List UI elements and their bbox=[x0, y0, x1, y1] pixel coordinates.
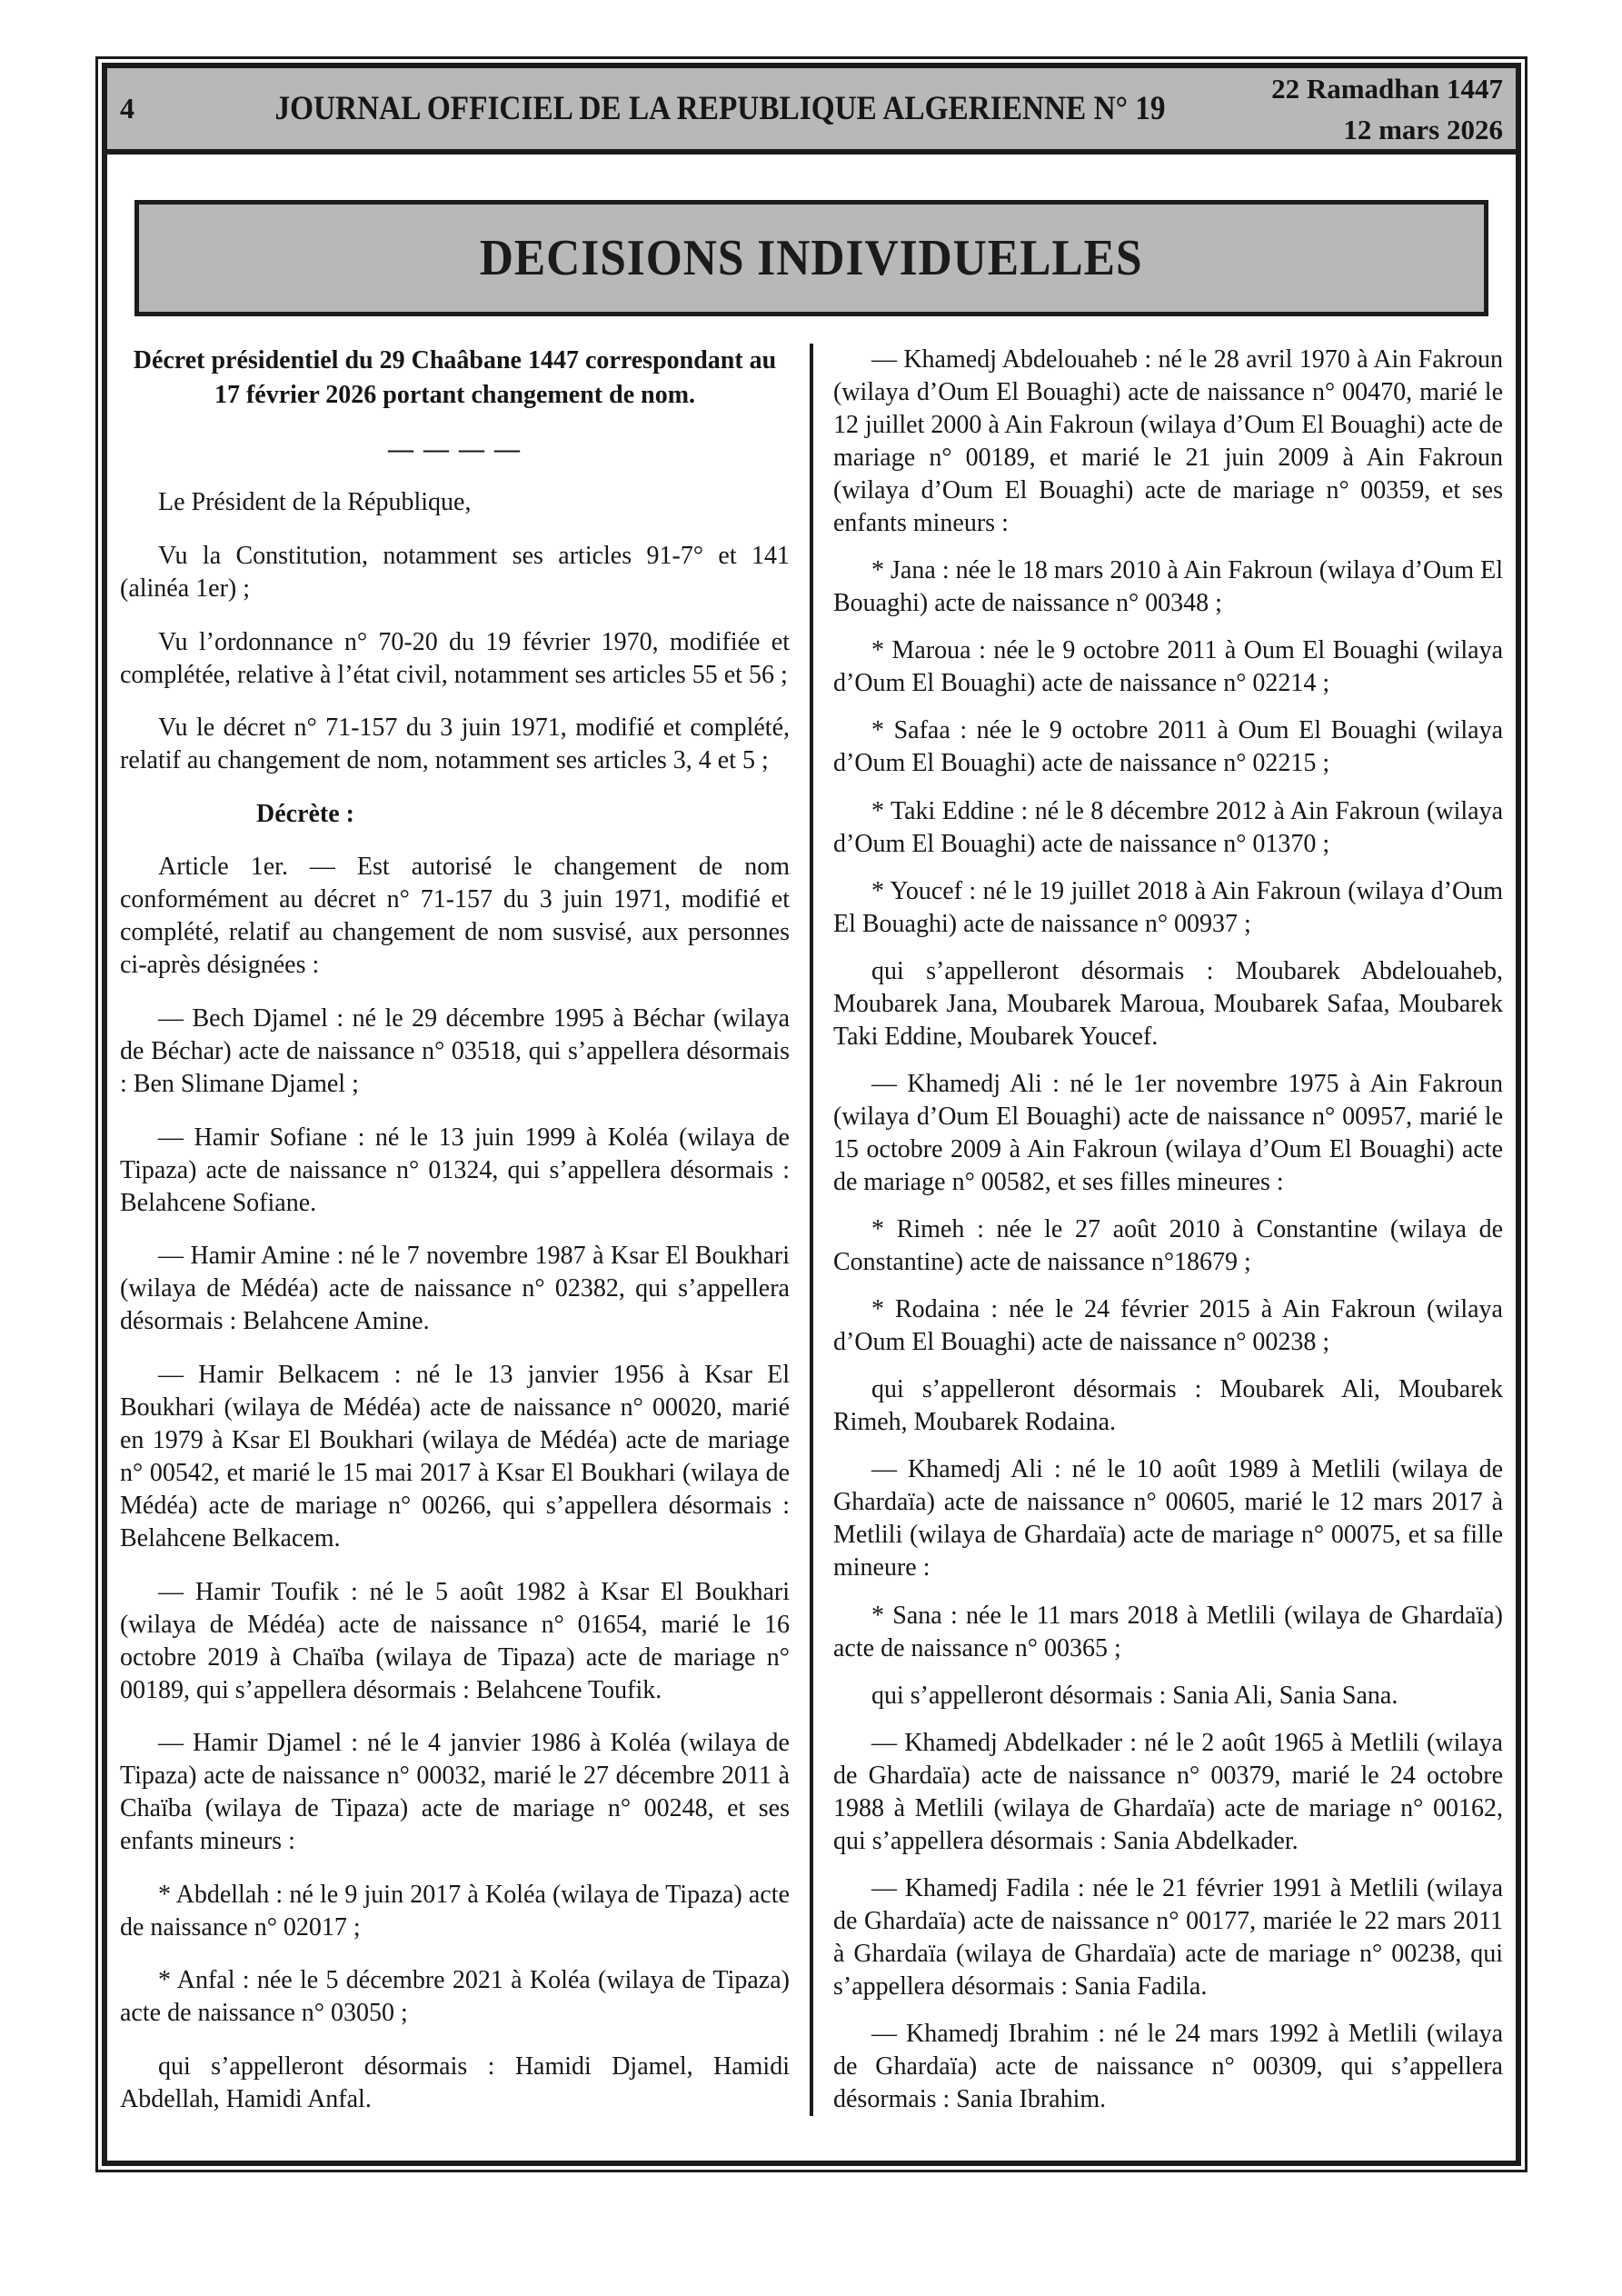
paragraph: * Abdellah : né le 9 juin 2017 à Koléa (wilaya de Tipaza) acte de naissance n° 02017 ; bbox=[120, 1880, 790, 1942]
paragraph: * Anfal : née le 5 décembre 2021 à Koléa (wilaya de Tipaza) acte de naissance n° 03050 ; bbox=[120, 1966, 790, 2028]
page-frame-inner bbox=[102, 63, 1521, 2166]
section-banner-title: DECISIONS INDIVIDUELLES bbox=[480, 230, 1143, 286]
paragraph: * Maroua : née le 9 octobre 2011 à Oum El Bouaghi (wilaya d’Oum El Bouaghi) acte de naissance n° 02214 ; bbox=[833, 636, 1503, 698]
decrete-label: Décrète : bbox=[256, 799, 355, 828]
journal-title: JOURNAL OFFICIEL DE LA REPUBLIQUE ALGERIENNE N° 19 bbox=[274, 90, 1167, 127]
paragraph: qui s’appelleront désormais : Moubarek Ali, Moubarek Rimeh, Moubarek Rodaina. bbox=[833, 1375, 1503, 1437]
paragraph: * Youcef : né le 19 juillet 2018 à Ain Fakroun (wilaya d’Oum El Bouaghi) acte de naissance n° 00937 ; bbox=[833, 876, 1503, 938]
paragraph: Vu l’ordonnance n° 70-20 du 19 février 1970, modifiée et complétée, relative à l’état civil, notamment ses articles 55 et 56 ; bbox=[120, 627, 790, 689]
column-divider bbox=[810, 344, 813, 2116]
date-hijri: 22 Ramadhan 1447 bbox=[1271, 72, 1503, 105]
page-frame bbox=[95, 56, 1527, 2172]
right-column bbox=[833, 344, 1503, 2116]
page-number: 4 bbox=[120, 92, 134, 125]
left-column bbox=[120, 344, 790, 2116]
header-dates bbox=[1249, 68, 1503, 150]
paragraph: — Khamedj Abdelkader : né le 2 août 1965 à Metlili (wilaya de Ghardaïa) acte de naissance n° 00379, marié le 24 octobre 1988 à Metlili (wilaya de Ghardaïa) acte de mariage n° 00162, qui s’appellera désormais : Sania Abdelkader. bbox=[833, 1728, 1503, 1855]
content-columns bbox=[120, 344, 1503, 2116]
separator-dashes: — — — — bbox=[388, 434, 522, 464]
page-header bbox=[107, 68, 1516, 155]
paragraph: Vu la Constitution, notamment ses articles 91-7° et 141 (alinéa 1er) ; bbox=[120, 541, 790, 603]
paragraph: — Bech Djamel : né le 29 décembre 1995 à Béchar (wilaya de Béchar) acte de naissance n° 03518, qui s’appellera désormais : Ben Slimane Djamel ; bbox=[120, 1004, 790, 1098]
paragraph: * Sana : née le 11 mars 2018 à Metlili (wilaya de Ghardaïa) acte de naissance n° 00365 ; bbox=[833, 1601, 1503, 1662]
paragraph: — Khamedj Fadila : née le 21 février 1991 à Metlili (wilaya de Ghardaïa) acte de naissance n° 00177, mariée le 22 mars 2011 à Ghardaïa (wilaya de Ghardaïa) acte de mariage n° 00238, qui s’appellera désormais : Sania Fadila. bbox=[833, 1873, 1503, 2001]
paragraph: Le Président de la République, bbox=[158, 488, 472, 517]
paragraph: * Rodaina : née le 24 février 2015 à Ain Fakroun (wilaya d’Oum El Bouaghi) acte de naissance n° 00238 ; bbox=[833, 1295, 1503, 1357]
paragraph: qui s’appelleront désormais : Sania Ali, Sania Sana. bbox=[871, 1681, 1398, 1710]
journal-title-wrap bbox=[193, 89, 1249, 128]
paragraph: * Rimeh : née le 27 août 2010 à Constantine (wilaya de Constantine) acte de naissance n°18679 ; bbox=[833, 1215, 1503, 1276]
paragraph: * Jana : née le 18 mars 2010 à Ain Fakroun (wilaya d’Oum El Bouaghi) acte de naissance n° 00348 ; bbox=[833, 556, 1503, 618]
paragraph: — Hamir Belkacem : né le 13 janvier 1956 à Ksar El Boukhari (wilaya de Médéa) acte de naissance n° 00020, marié en 1979 à Ksar El Boukhari (wilaya de Médéa) acte de mariage n° 00542, et marié le 15 mai 2017 à Ksar El Boukhari (wilaya de Médéa) acte de mariage n° 00266, qui s’appellera désormais : Belahcene Belkacem. bbox=[120, 1360, 790, 1552]
paragraph: qui s’appelleront désormais : Hamidi Djamel, Hamidi Abdellah, Hamidi Anfal. bbox=[120, 2052, 790, 2113]
paragraph: — Hamir Djamel : né le 4 janvier 1986 à Koléa (wilaya de Tipaza) acte de naissance n° 00032, marié le 27 décembre 2011 à Chaïba (wilaya de Tipaza) acte de mariage n° 00248, et ses enfants mineurs : bbox=[120, 1729, 790, 1856]
paragraph: Article 1er. — Est autorisé le changement de nom conformément au décret n° 71-157 du 3 juin 1971, modifié et complété, relatif au changement de nom susvisé, aux personnes ci-après désignées : bbox=[120, 853, 790, 980]
paragraph: * Taki Eddine : né le 8 décembre 2012 à Ain Fakroun (wilaya d’Oum El Bouaghi) acte de naissance n° 01370 ; bbox=[833, 796, 1503, 858]
paragraph: — Khamedj Ali : né le 1er novembre 1975 à Ain Fakroun (wilaya d’Oum El Bouaghi) acte de naissance n° 00957, marié le 15 octobre 2009 à Ain Fakroun (wilaya d’Oum El Bouaghi) acte de mariage n° 00582, et ses filles mineures : bbox=[833, 1069, 1503, 1196]
paragraph: — Khamedj Ibrahim : né le 24 mars 1992 à Metlili (wilaya de Ghardaïa) acte de naissance n° 00309, qui s’appellera désormais : Sania Ibrahim. bbox=[833, 2020, 1503, 2113]
paragraph: Vu le décret n° 71-157 du 3 juin 1971, modifié et complété, relatif au changement de nom, notamment ses articles 3, 4 et 5 ; bbox=[120, 714, 790, 775]
paragraph: — Hamir Sofiane : né le 13 juin 1999 à Koléa (wilaya de Tipaza) acte de naissance n° 01324, qui s’appellera désormais : Belahcene Sofiane. bbox=[120, 1123, 790, 1217]
paragraph: * Safaa : née le 9 octobre 2011 à Oum El Bouaghi (wilaya d’Oum El Bouaghi) acte de naissance n° 02215 ; bbox=[833, 716, 1503, 778]
date-gregorian: 12 mars 2026 bbox=[1343, 113, 1503, 145]
paragraph: qui s’appelleront désormais : Moubarek Abdelouaheb, Moubarek Jana, Moubarek Maroua, Moubarek Safaa, Moubarek Taki Eddine, Moubarek Youcef. bbox=[833, 956, 1503, 1051]
decree-heading: Décret présidentiel du 29 Chaâbane 1447 correspondant au 17 février 2026 portant changement de nom. bbox=[133, 346, 777, 409]
paragraph: — Khamedj Abdelouaheb : né le 28 avril 1970 à Ain Fakroun (wilaya d’Oum El Bouaghi) acte de naissance n° 00470, marié le 12 juillet 2000 à Ain Fakroun (wilaya d’Oum El Bouaghi) acte de mariage n° 00189, et marié le 21 juin 2009 à Ain Fakroun (wilaya d’Oum El Bouaghi) acte de mariage n° 00359, et ses enfants mineurs : bbox=[833, 345, 1503, 537]
section-banner bbox=[134, 200, 1488, 316]
paragraph: — Hamir Amine : né le 7 novembre 1987 à Ksar El Boukhari (wilaya de Médéa) acte de naissance n° 02382, qui s’appellera désormais : Belahcene Amine. bbox=[120, 1242, 790, 1336]
paragraph: — Khamedj Ali : né le 10 août 1989 à Metlili (wilaya de Ghardaïa) acte de naissance n° 00605, marié le 12 mars 2017 à Metlili (wilaya de Ghardaïa) acte de mariage n° 00075, et sa fille mineure : bbox=[833, 1455, 1503, 1582]
paragraph: — Hamir Toufik : né le 5 août 1982 à Ksar El Boukhari (wilaya de Médéa) acte de naissance n° 01654, marié le 16 octobre 2019 à Chaïba (wilaya de Tipaza) acte de mariage n° 00189, qui s’appellera désormais : Belahcene Toufik. bbox=[120, 1577, 790, 1704]
